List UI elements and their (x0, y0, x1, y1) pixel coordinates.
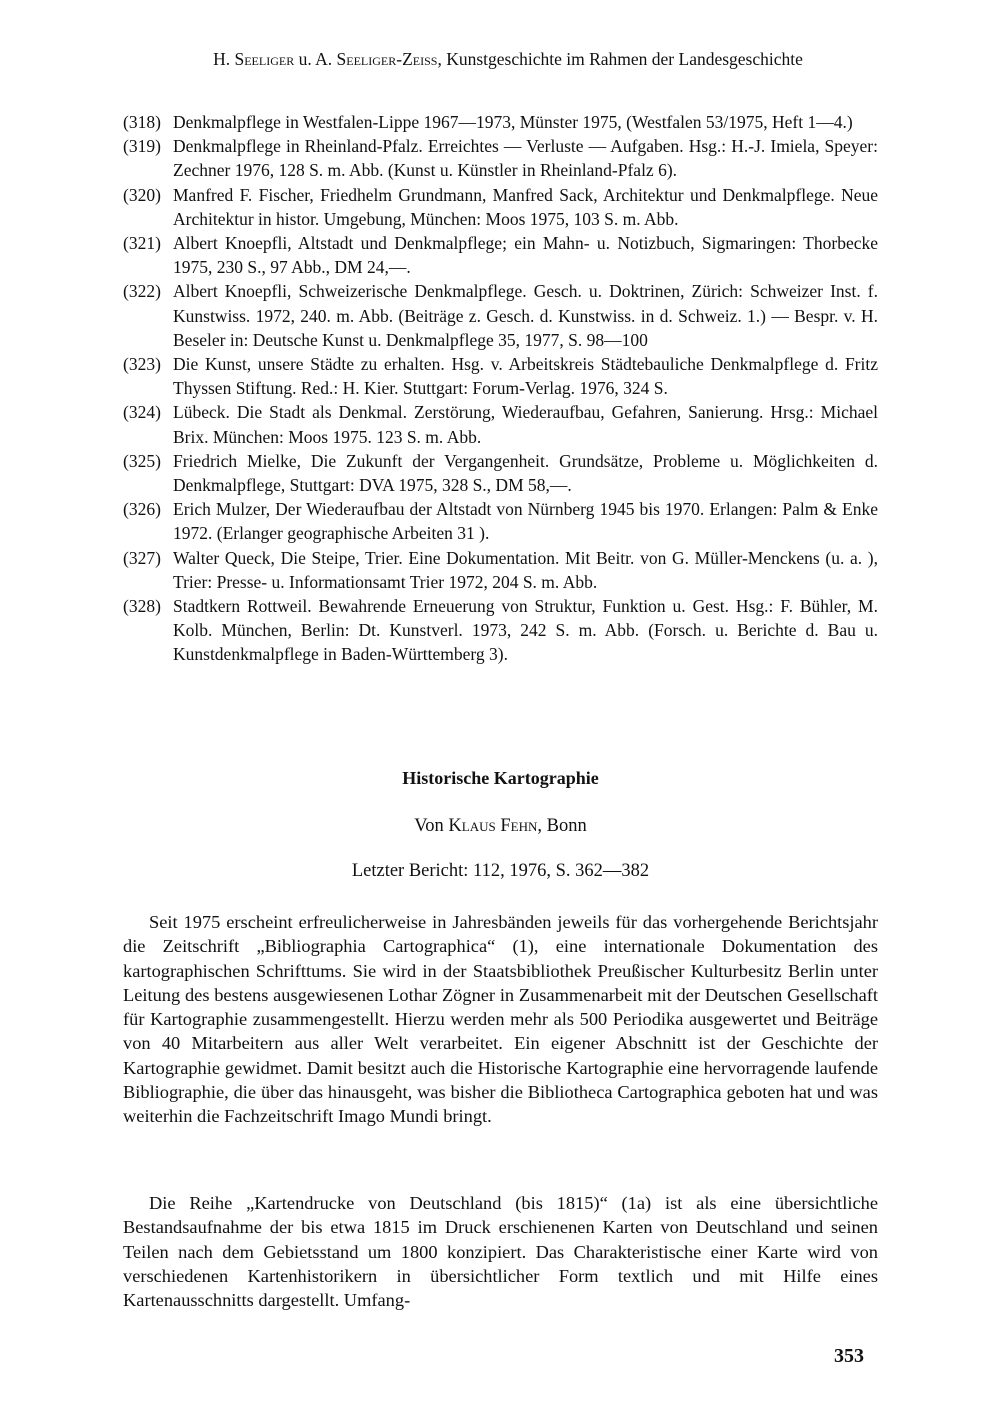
last-report-line: Letzter Bericht: 112, 1976, S. 362—382 (351, 861, 650, 881)
reference-text: Albert Knoepfli, Altstadt und Denkmalpflege; ein Mahn- u. Notizbuch, Sigmaringen: Thorbecke 1975, 230 S., 97 Abb., DM 24,—. (173, 233, 878, 278)
header-author-2: Seeliger-Zeiss (336, 49, 438, 69)
reference-item (123, 231, 878, 279)
reference-item (123, 134, 878, 182)
author-by: Von (414, 816, 449, 836)
reference-text: Manfred F. Fischer, Friedhelm Grundmann, Manfred Sack, Architektur und Denkmalpflege. Neue Architektur in histor. Umgebung, München: Moos 1975, 103 S. m. Abb. (173, 184, 878, 229)
section-title: Historische Kartographie (402, 768, 599, 788)
reference-number: (327) (123, 547, 161, 568)
header-initial: H. (213, 49, 235, 69)
author-location: , Bonn (537, 816, 587, 836)
running-head (148, 49, 868, 70)
header-author-1: Seeliger (234, 49, 295, 69)
reference-text: Walter Queck, Die Steipe, Trier. Eine Dokumentation. Mit Beitr. von G. Müller-Menckens (u. a. ), Trier: Presse- u. Informationsamt Trier 1972, 204 S. m. Abb. (173, 547, 878, 592)
reference-text: Die Kunst, unsere Städte zu erhalten. Hsg. v. Arbeitskreis Städtebauliche Denkmalpflege d. Fritz Thyssen Stiftung. Red.: H. Kier. Stuttgart: Forum-Verlag. 1976, 324 S. (173, 354, 878, 399)
reference-number: (322) (123, 281, 161, 302)
reference-number: (323) (123, 354, 161, 375)
header-conjunction: u. A. (294, 49, 337, 69)
reference-number: (319) (123, 136, 161, 157)
header-title: , Kunstgeschichte im Rahmen der Landesgeschichte (437, 49, 803, 69)
reference-text: Denkmalpflege in Rheinland-Pfalz. Erreichtes — Verluste — Aufgaben. Hsg.: H.-J. Imiela, Speyer: Zechner 1976, 128 S. m. Abb. (Kunst u. Künstler in Rheinland-Pfalz 6). (173, 136, 878, 181)
reference-item (123, 400, 878, 448)
reference-item (123, 183, 878, 231)
reference-number: (321) (123, 233, 161, 254)
page-number: 353 (834, 1345, 864, 1367)
reference-text: Albert Knoepfli, Schweizerische Denkmalpflege. Gesch. u. Doktrinen, Zürich: Schweizer Inst. f. Kunstwiss. 1972, 240. m. Abb. (Beiträge z. Gesch. d. Kunstwiss. in d. Schweiz. 1.) — Bespr. v. H. Beseler in: Deutsche Kunst u. Denkmalpflege 35, 1977, S. 98—100 (173, 281, 878, 350)
reference-number: (328) (123, 596, 161, 617)
reference-item (123, 546, 878, 594)
reference-item (123, 594, 878, 667)
reference-item (123, 497, 878, 545)
reference-number: (326) (123, 499, 161, 520)
section-author: Klaus Fehn (448, 816, 538, 836)
reference-text: Stadtkern Rottweil. Bewahrende Erneuerung von Struktur, Funktion u. Gest. Hsg.: F. Bühler, M. Kolb. München, Berlin: Dt. Kunstverl. 1973, 242 S. m. Abb. (Forsch. u. Berichte d. Bau u. Kunstdenkmalpflege in Baden-Württemberg 3). (173, 596, 878, 665)
body-paragraph: Die Reihe „Kartendrucke von Deutschland (bis 1815)“ (1a) ist als eine übersichtliche Bestandsaufnahme der bis etwa 1815 im Druck erschienenen Karten von Deutschland und seinen Teilen nach dem Gebietsstand um 1800 konzipiert. Das Charakteristische einer Karte wird von verschiedenen Kartenhistorikern in übersichtlicher Form textlich und mit Hilfe eines Kartenausschnitts dargestellt. Umfang- (123, 1193, 878, 1311)
reference-number: (320) (123, 184, 161, 205)
reference-item (123, 449, 878, 497)
reference-text: Denkmalpflege in Westfalen-Lippe 1967—1973, Münster 1975, (Westfalen 53/1975, Heft 1—4.) (173, 112, 853, 132)
reference-item (123, 352, 878, 400)
section-author-line (123, 816, 878, 837)
body-paragraph: Seit 1975 erscheint erfreulicherweise in Jahresbänden jeweils für das vorhergehende Berichtsjahr die Zeitschrift „Bibliographia Cartographica“ (1), eine internationale Dokumentation des kartographischen Schrifttums. Sie wird in der Staatsbibliothek Preußischer Kulturbesitz Berlin unter Leitung des bestens ausgewiesenen Lothar Zögner in Zusammenarbeit mit der Deutschen Gesellschaft für Kartographie zusammengestellt. Hierzu werden mehr als 500 Periodika ausgewertet und Beiträge von 40 Mitarbeitern aus aller Welt verarbeitet. Ein eigener Abschnitt ist der Geschichte der Kartographie gewidmet. Damit besitzt auch die Historische Kartographie eine hervorragende laufende Bibliographie, die über das hinausgeht, was bisher die Bibliotheca Cartographica geboten hat und was weiterhin die Fachzeitschrift Imago Mundi bringt. (123, 912, 878, 1127)
reference-number: (324) (123, 402, 161, 423)
reference-text: Lübeck. Die Stadt als Denkmal. Zerstörung, Wiederaufbau, Gefahren, Sanierung. Hrsg.: Michael Brix. München: Moos 1975. 123 S. m. Abb. (173, 402, 878, 447)
reference-item (123, 279, 878, 352)
reference-list (123, 110, 878, 667)
reference-item (123, 110, 878, 134)
reference-text: Friedrich Mielke, Die Zukunft der Vergangenheit. Grundsätze, Probleme u. Möglichkeiten d. Denkmalpflege, Stuttgart: DVA 1975, 328 S., DM 58,—. (173, 450, 878, 496)
reference-text: Erich Mulzer, Der Wiederaufbau der Altstadt von Nürnberg 1945 bis 1970. Erlangen: Palm & Enke 1972. (Erlanger geographische Arbeiten 31 ). (173, 499, 878, 544)
reference-number: (318) (123, 112, 161, 132)
reference-number: (325) (123, 450, 161, 471)
